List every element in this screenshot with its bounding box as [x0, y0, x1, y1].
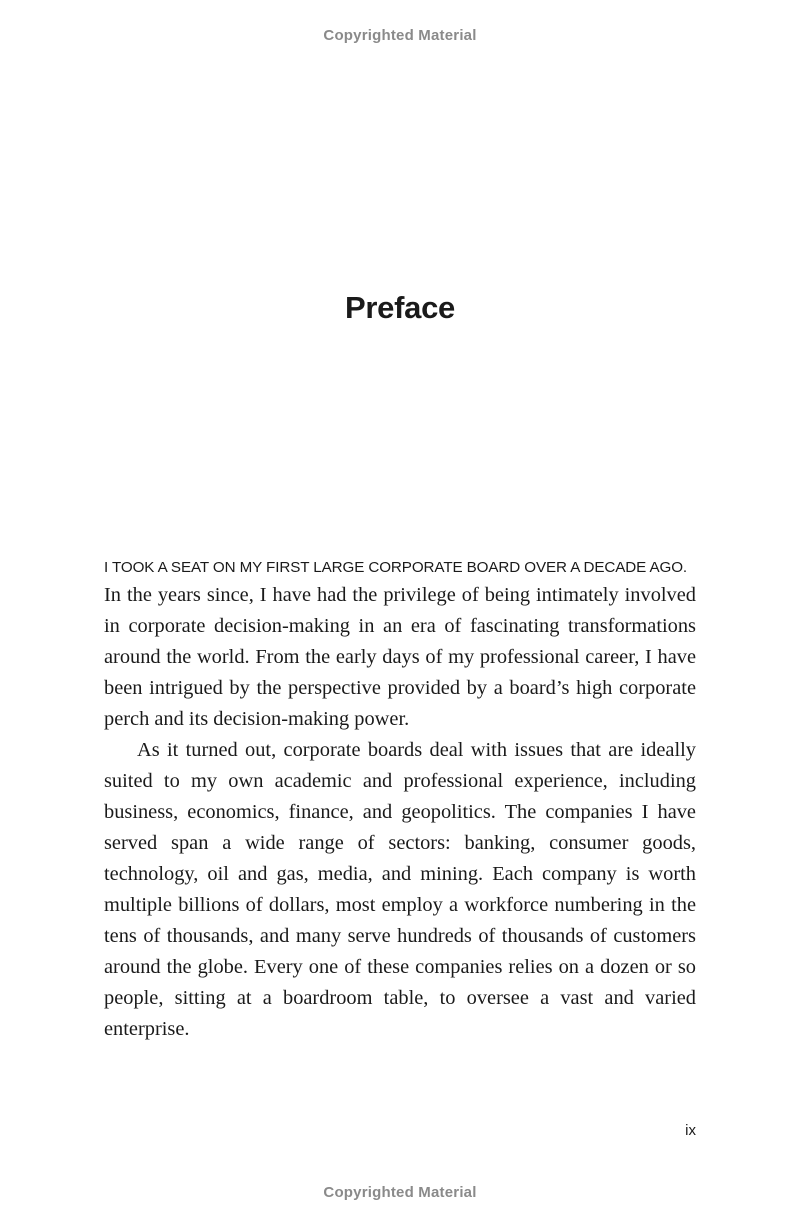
watermark-top: Copyrighted Material: [323, 27, 477, 44]
page-number: ix: [685, 1122, 696, 1139]
body-text: [104, 556, 696, 1045]
paragraph-1: In the years since, I have had the privilege of being intimately involved in corporate decision-making in an era of fascinating transformations around the world. From the early days of my professional career, I have been intrigued by the perspective provided by a board’s high corporate perch and its decision-making power.: [104, 584, 696, 730]
chapter-title: Preface: [345, 290, 455, 325]
paragraph-2: As it turned out, corporate boards deal with issues that are ideally suited to my own academic and professional experience, including business, economics, finance, and geopolitics. The companies I have served span a wide range of sectors: banking, consumer goods, technology, oil and gas, media, and mining. Each company is worth multiple billions of dollars, most employ a workforce numbering in the tens of thousands, and many serve hundreds of thousands of customers around the globe. Every one of these companies relies on a dozen or so people, sitting at a boardroom table, to oversee a vast and varied enterprise.: [104, 739, 696, 1040]
watermark-bottom: Copyrighted Material: [323, 1184, 477, 1201]
lead-in-line: I TOOK A SEAT ON MY FIRST LARGE CORPORATE BOARD OVER A DECADE AGO.: [104, 559, 688, 576]
